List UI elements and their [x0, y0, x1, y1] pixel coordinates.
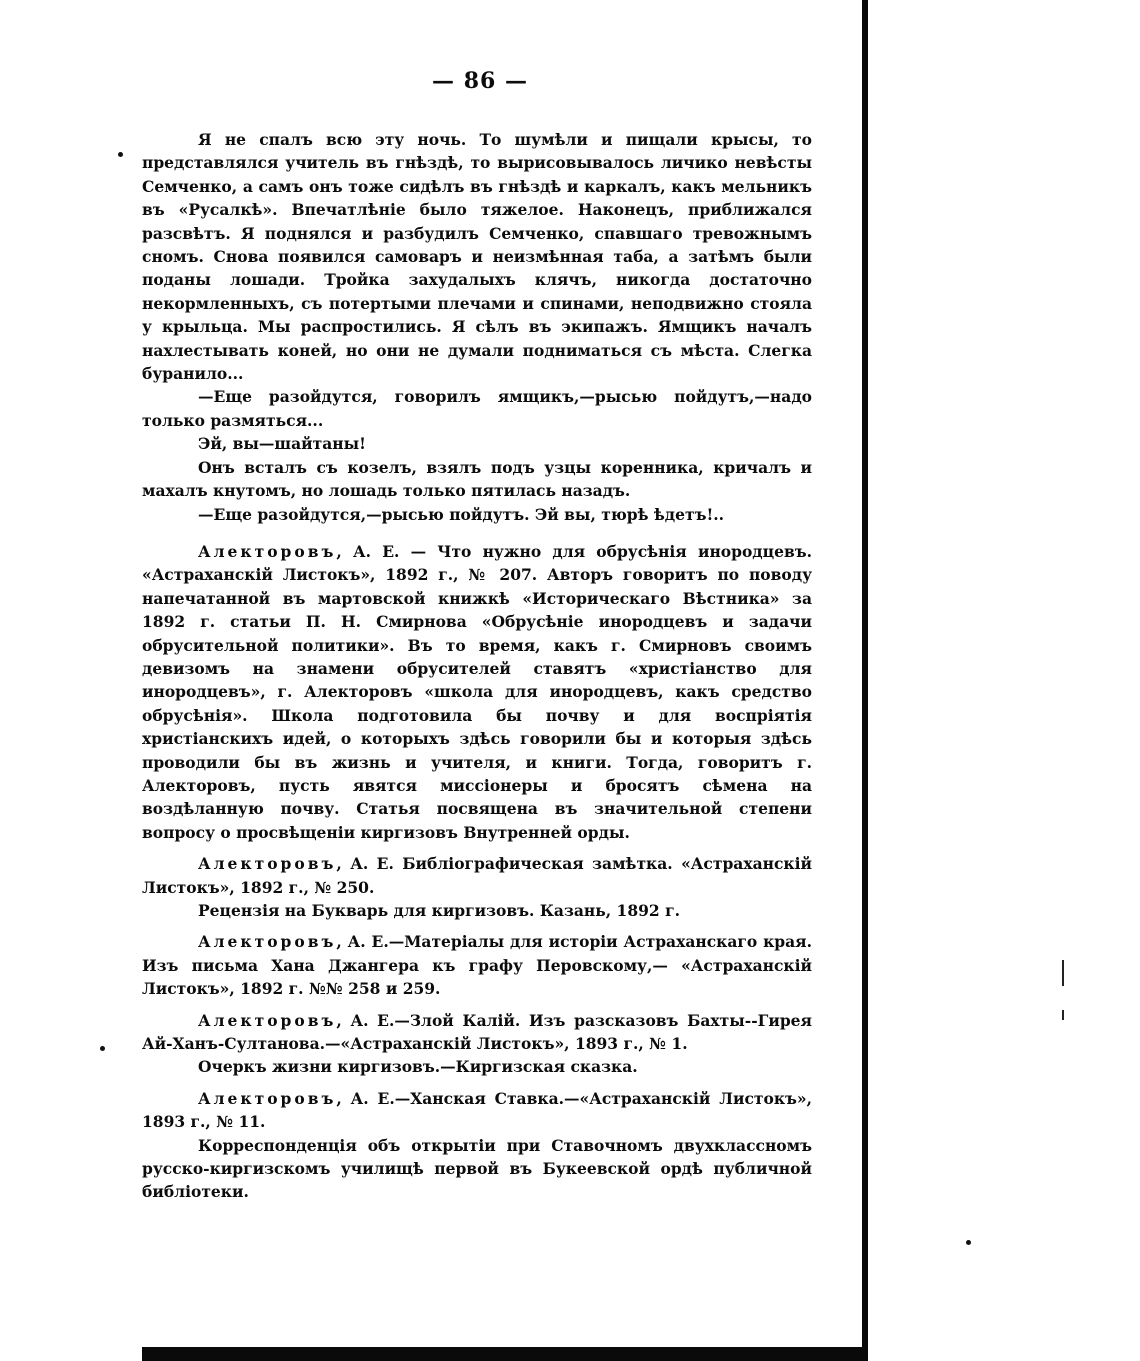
- bibliography-entry: [142, 1087, 812, 1134]
- scan-speck: [118, 152, 123, 157]
- narrative-paragraph: —Еще разойдутся, говорилъ ямщикъ,—рысью пойдутъ,—надо только размяться...: [142, 387, 812, 430]
- bibliography-entry: [142, 930, 812, 1000]
- page-text: [142, 128, 812, 1204]
- entry-author: Алекторовъ: [198, 1088, 337, 1108]
- scan-scratch: [1062, 960, 1064, 986]
- entry-body: , А. Е.—Злой Калій. Изъ разсказовъ Бахты--Гирея Ай-Ханъ-Султанова.—«Астраханскій Листокъ», 1893 г., № 1.: [142, 1010, 812, 1054]
- binding-rule-bottom: [142, 1347, 868, 1361]
- entry-author: Алекторовъ: [198, 541, 337, 561]
- bibliography-entry: [142, 852, 812, 899]
- bibliography-entry: [142, 540, 812, 844]
- entry-body: , А. Е. Библіографическая замѣтка. «Астраханскій Листокъ», 1892 г., № 250.: [142, 854, 812, 897]
- entry-note: Рецензія на Букварь для киргизовъ. Казань, 1892 г.: [198, 901, 680, 920]
- entry-body: , А. Е. — Что нужно для обрусѣнія инородцевъ. «Астраханскій Листокъ», 1892 г., № 207. Авторъ говоритъ по поводу напечатанной въ мартовской книжкѣ «Историческаго Вѣстника» за 1892 г. статьи П. Н. Смирнова «Обрусѣніе инородцевъ и задачи обрусительной политики». Въ то время, какъ г. Смирновъ своимъ девизомъ на знамени обрусителей ставятъ «христіанство для инородцевъ», г. Алекторовъ «школа для инородцевъ, какъ средство обрусѣнія». Школа подготовила бы почву и для воспріятія христіанскихъ идей, о которыхъ здѣсь говорили бы и которыя здѣсь проводили бы въ жизнь и учителя, и книги. Тогда, говоритъ г. Алекторовъ, пусть явятся миссіонеры и бросятъ сѣмена на воздѣланную почву. Статья посвящена въ значительной степени вопросу о просвѣщеніи киргизовъ Внутренней орды.: [142, 541, 812, 842]
- scan-speck: [966, 1240, 971, 1245]
- narrative-paragraph: Онъ всталъ съ козелъ, взялъ подъ узцы коренника, кричалъ и махалъ кнутомъ, но лошадь только пятилась назадъ.: [142, 457, 812, 501]
- entry-note: Очеркъ жизни киргизовъ.—Киргизская сказка.: [198, 1057, 638, 1077]
- scan-scratch: [1062, 1010, 1064, 1020]
- entry-body: , А. Е.—Матеріалы для исторіи Астраханскаго края. Изъ письма Хана Джангера къ графу Перовскому,— «Астраханскій Листокъ», 1892 г. №№ 258 и 259.: [142, 932, 812, 999]
- entry-author: Алекторовъ: [198, 932, 337, 952]
- page-number: — 86 —: [432, 68, 528, 94]
- narrative-paragraph: Эй, вы—шайтаны!: [198, 434, 366, 454]
- entry-note: Корреспонденція объ открытіи при Ставочномъ двухклассномъ русско-киргизскомъ училищѣ первой въ Букеевской ордѣ публичной библіотеки.: [142, 1135, 812, 1202]
- narrative-paragraph: Я не спалъ всю эту ночь. То шумѣли и пищали крысы, то представлялся учитель въ гнѣздѣ, то вырисовывалось личико невѣсты Семченко, а самъ онъ тоже сидѣлъ въ гнѣздѣ и каркалъ, какъ мельникъ въ «Русалкѣ». Впечатлѣніе было тяжелое. Наконецъ, приближался разсвѣтъ. Я поднялся и разбудилъ Семченко, спавшаго тревожнымъ сномъ. Снова появился самоваръ и неизмѣнная таба, а затѣмъ были поданы лошади. Тройка захудалыхъ клячъ, никогда достаточно некормленныхъ, съ потертыми плечами и спинами, неподвижно стояла у крыльца. Мы распростились. Я сѣлъ въ экипажъ. Ямщикъ началъ нахлестывать коней, но они не думали подниматься съ мѣста. Слегка буранило...: [142, 130, 812, 384]
- entry-author: Алекторовъ: [198, 854, 337, 874]
- bibliography-entry: [142, 1009, 812, 1056]
- entry-body: , А. Е.—Ханская Ставка.—«Астраханскій Листокъ», 1893 г., № 11.: [142, 1088, 812, 1132]
- scan-speck: [100, 1046, 105, 1051]
- binding-rule-right: [862, 0, 868, 1361]
- narrative-paragraph: —Еще разойдутся,—рысью пойдутъ. Эй вы, тюрѣ ѣдетъ!..: [198, 504, 725, 524]
- entry-author: Алекторовъ: [198, 1010, 337, 1030]
